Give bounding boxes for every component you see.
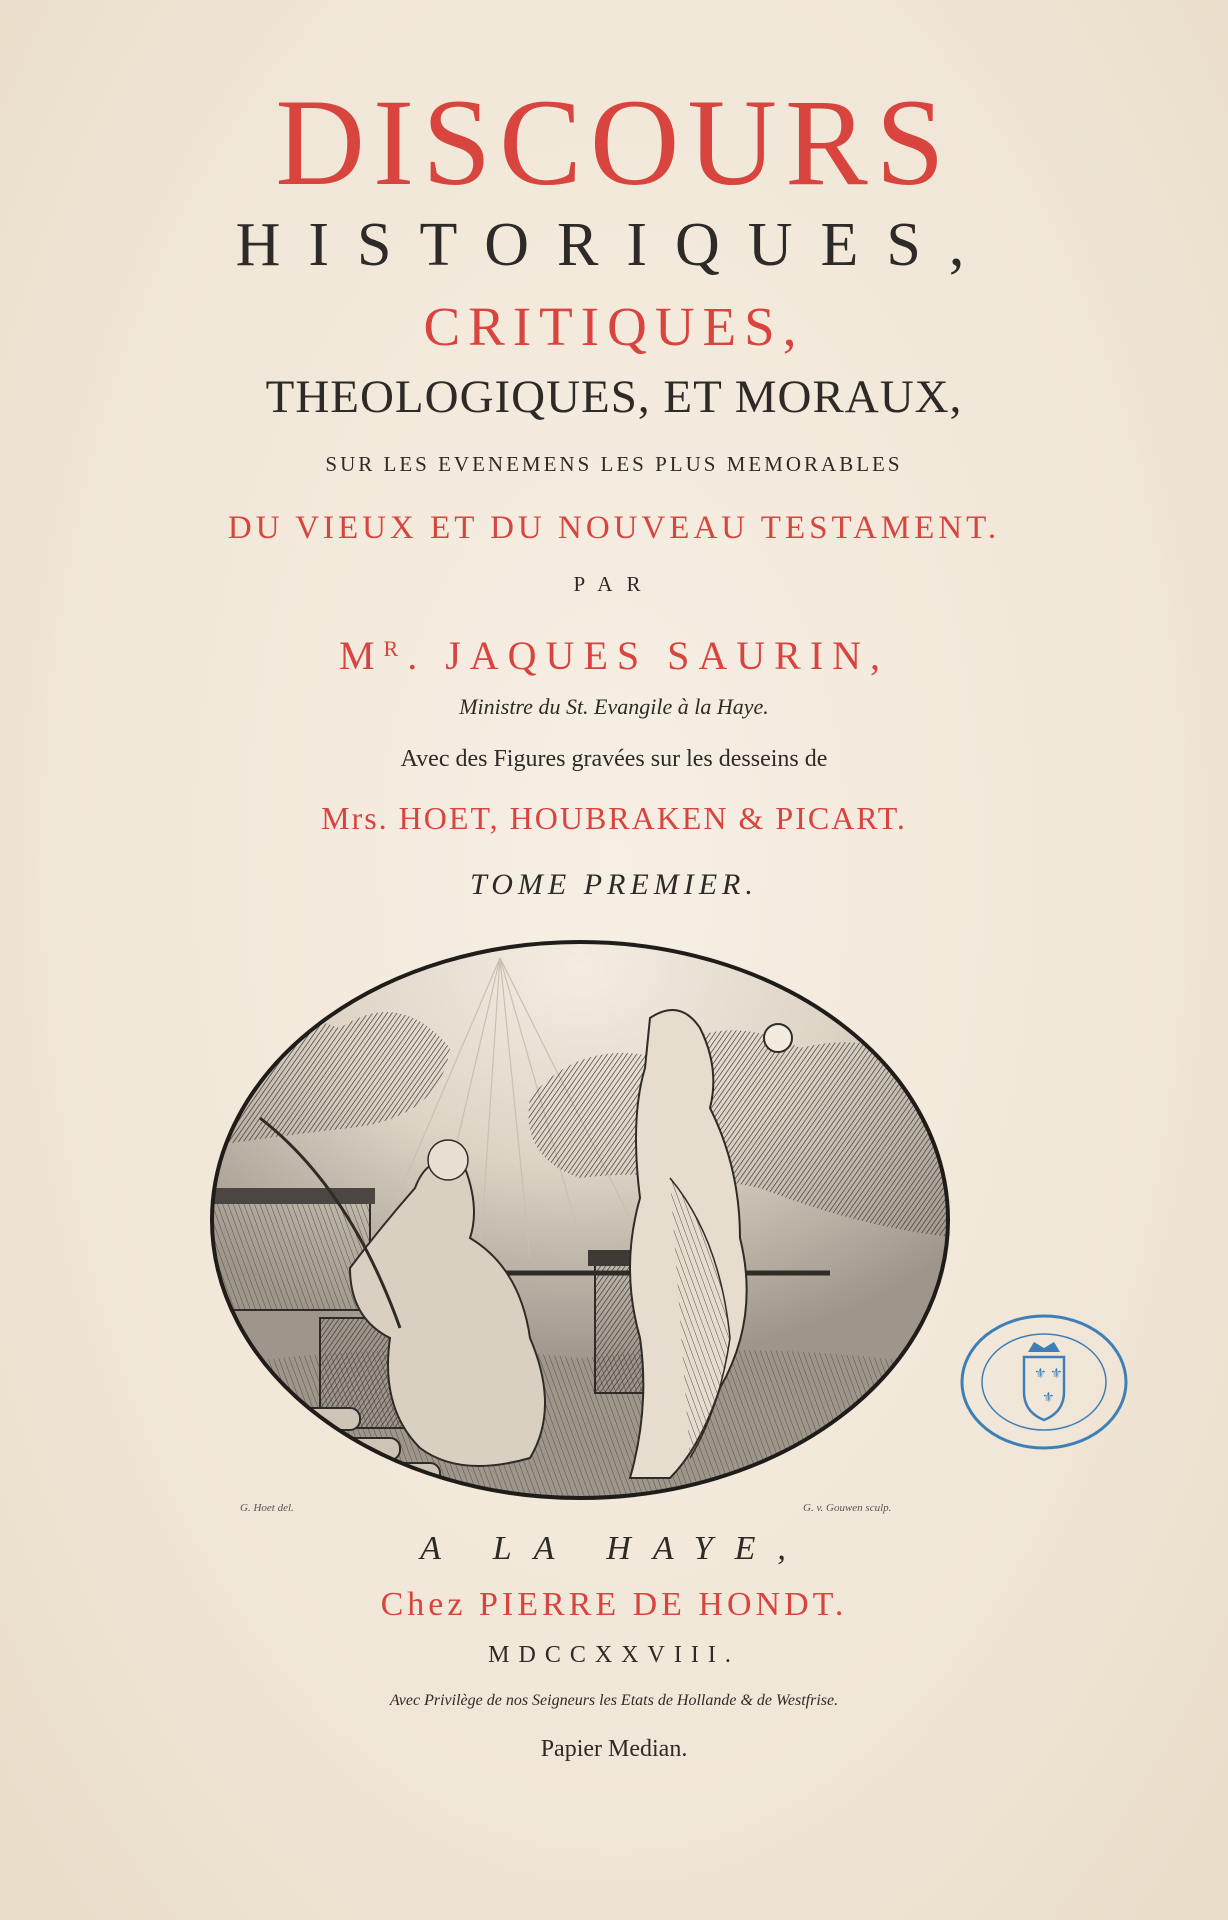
subtitle-evenemens: SUR LES EVENEMENS LES PLUS MEMORABLES [325, 452, 903, 476]
mirror-disc [764, 1024, 792, 1052]
publisher-name: PIERRE DE HONDT. [478, 1586, 848, 1623]
engraving-credit-right: G. v. Gouwen sculp. [803, 1502, 892, 1514]
title-theologiques: THEOLOGIQUES, ET MORAUX, [265, 371, 963, 423]
svg-text:⚜: ⚜ [1050, 1366, 1063, 1382]
imprint-paper: Papier Median. [540, 1736, 688, 1762]
volume-label: TOME PREMIER. [470, 868, 758, 901]
imprint-place: A LA HAYE, [420, 1530, 808, 1567]
engraving-vignette [200, 938, 960, 1508]
engraving-scene [200, 938, 960, 1508]
engraving-credit-left: G. Hoet del. [240, 1502, 294, 1514]
title-critiques: CRITIQUES, [423, 296, 805, 357]
ark-lid [200, 1188, 375, 1204]
artists-names: HOET, HOUBRAKEN & PICART. [398, 800, 907, 836]
artists-prefix: Mrs. [321, 800, 389, 836]
subtitle-testament: DU VIEUX ET DU NOUVEAU TESTAMENT. [227, 510, 1001, 546]
author-name: . JAQUES SAURIN, [407, 633, 890, 678]
author-prefix-sup: R [383, 635, 408, 661]
svg-text:⚜: ⚜ [1042, 1390, 1055, 1406]
author-line [0, 632, 1228, 679]
svg-text:⚜: ⚜ [1034, 1366, 1047, 1382]
par-label: PAR [573, 572, 655, 596]
crown-icon [1028, 1342, 1060, 1352]
author-role: Ministre du St. Evangile à la Haye. [459, 694, 769, 719]
artists-line [0, 800, 1228, 837]
imprint-publisher [0, 1586, 1228, 1624]
library-stamp [958, 1312, 1130, 1452]
figures-line: Avec des Figures gravées sur les desseins de [400, 746, 828, 772]
author-prefix: M [338, 633, 384, 678]
imprint-privilege: Avec Privilège de nos Seigneurs les Etats de Hollande & de Westfrise. [389, 1692, 839, 1709]
title-historiques: HISTORIQUES, [235, 211, 993, 279]
title-discours: DISCOURS [275, 74, 953, 211]
ground [200, 1350, 960, 1508]
seated-figure-head [428, 1140, 468, 1180]
imprint-year: MDCCXXVIII. [488, 1642, 740, 1668]
publisher-prefix: Chez [380, 1586, 467, 1623]
